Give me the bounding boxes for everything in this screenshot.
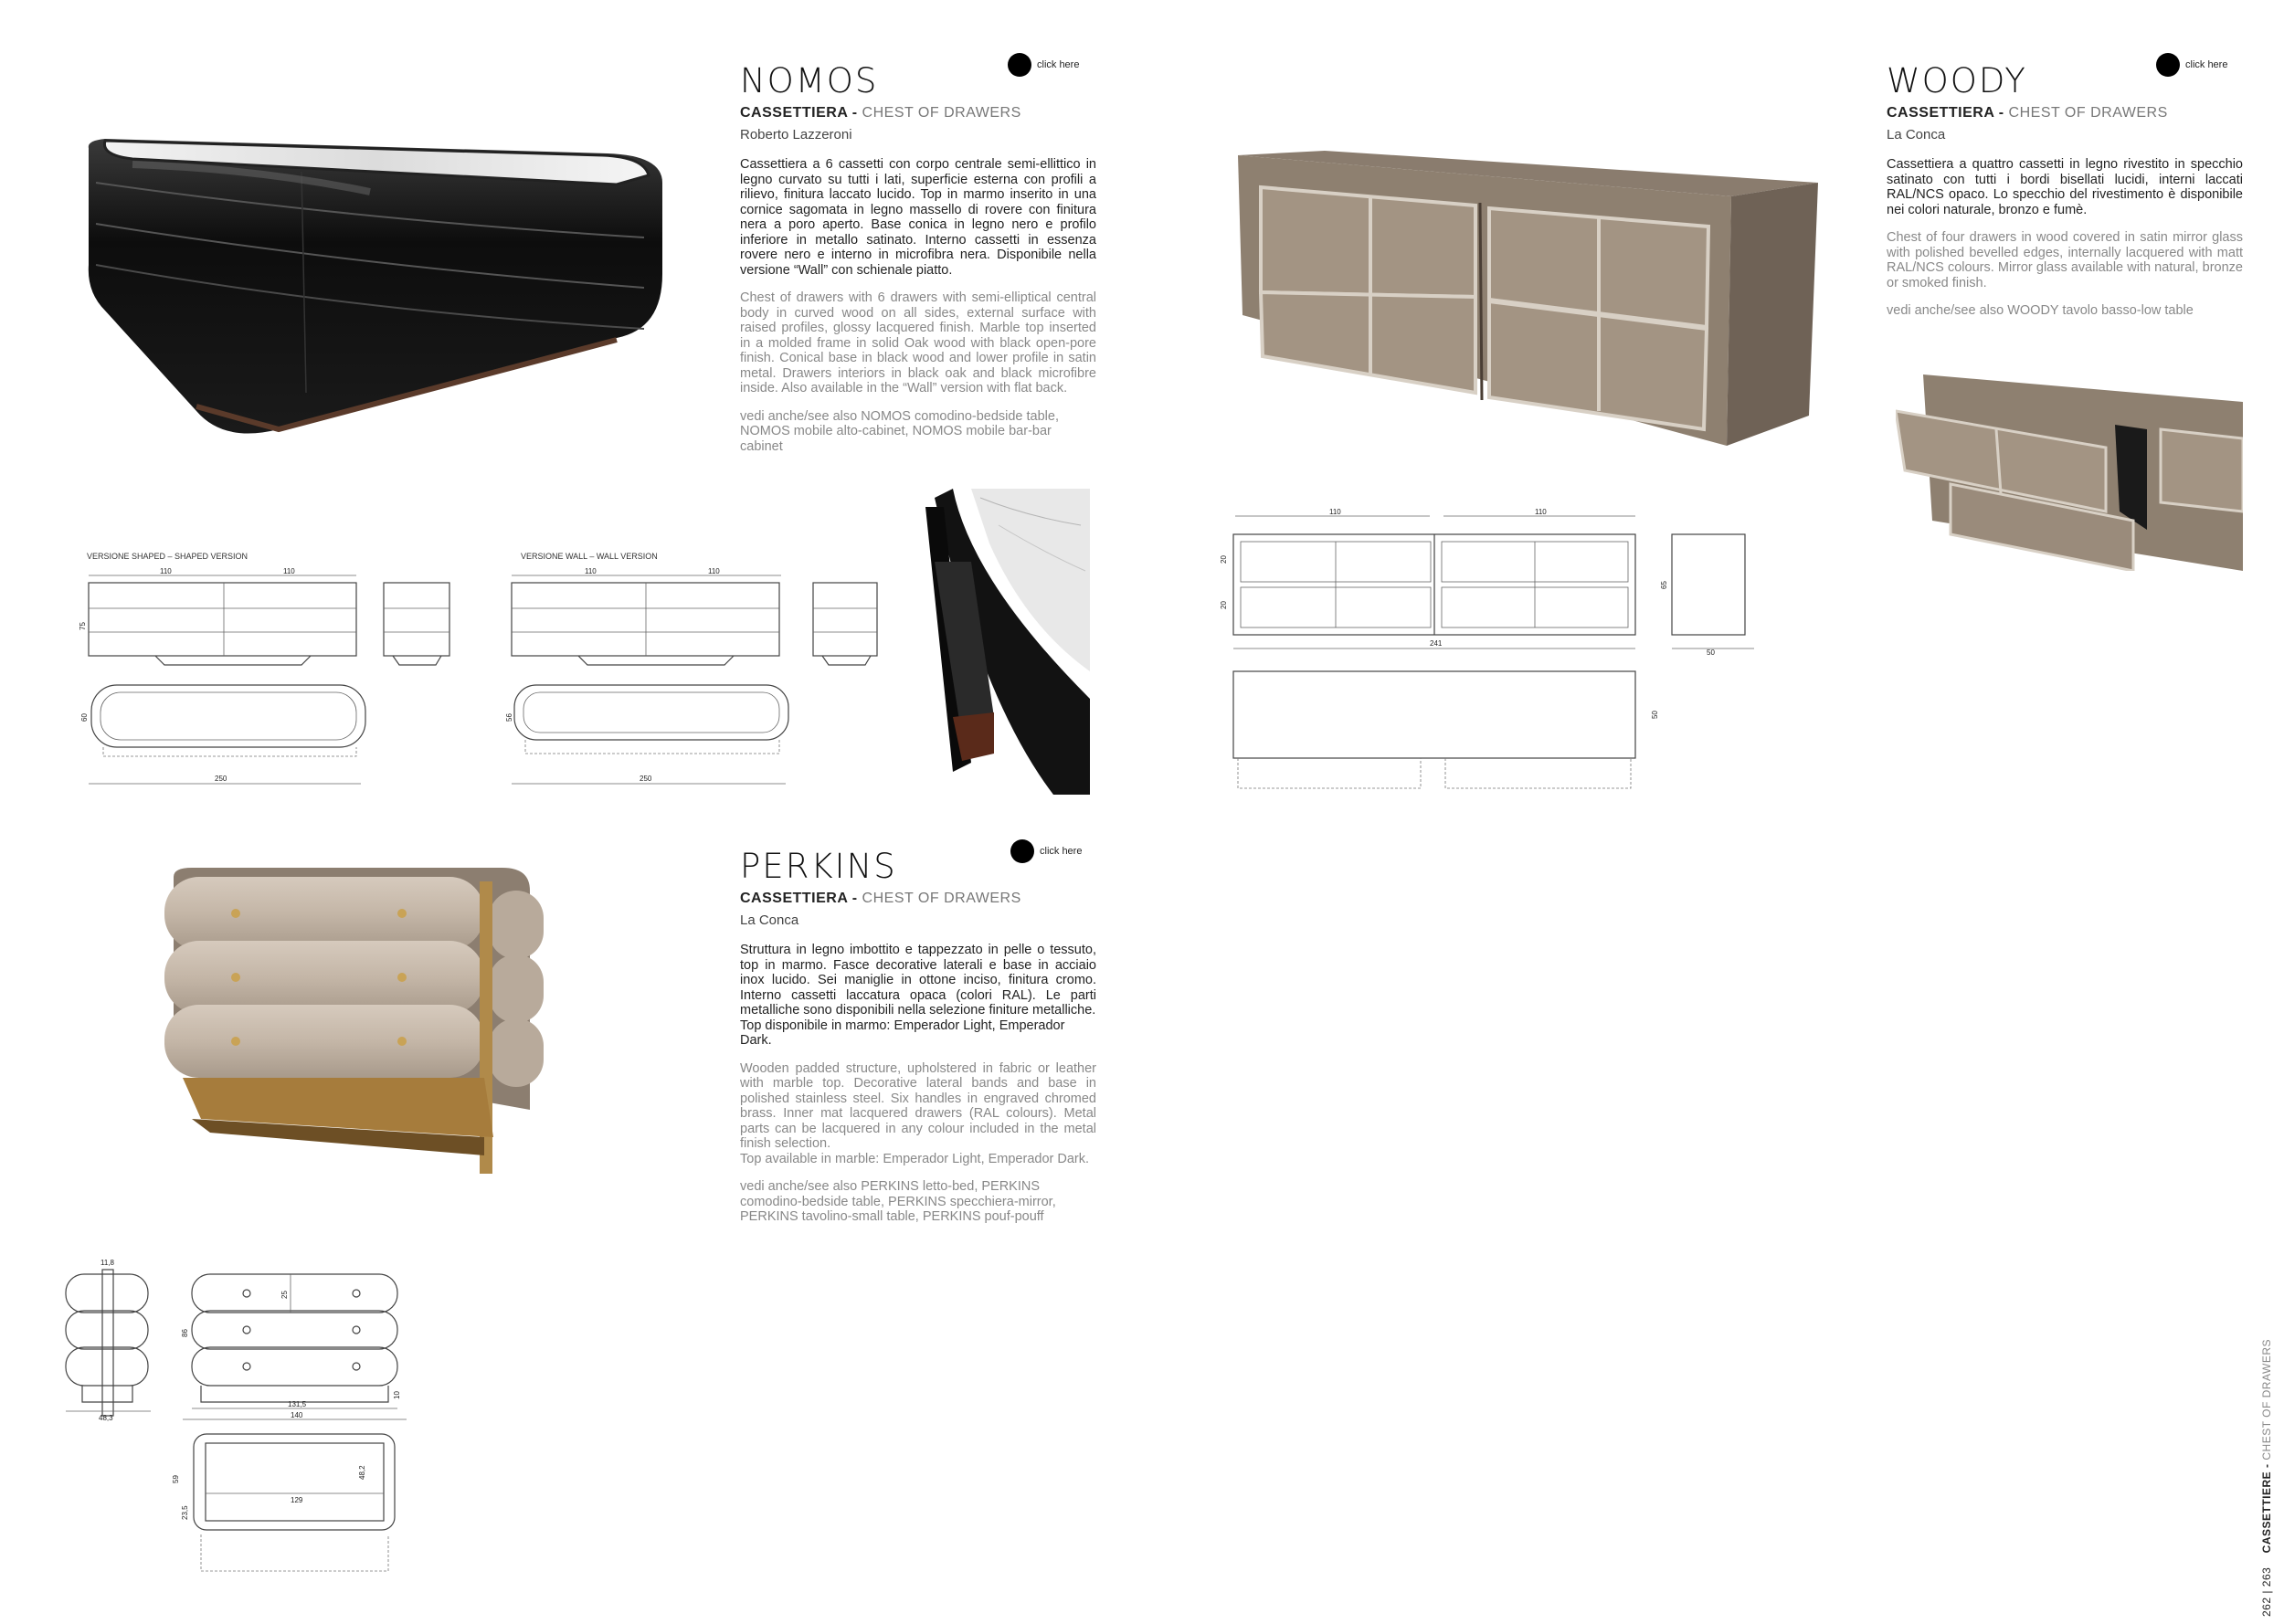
woody-dim-20-a: 20 [1220,555,1228,564]
nomos-dim-75: 75 [79,622,87,630]
nomos-technical-drawings [78,548,918,804]
woody-desc-en: Chest of four drawers in wood covered in satin mirror glass with polished bevelled edges, internally lacquered with matt RAL/NCS colours. Mirror glass available with natural, bronze or smoked finish. [1887,230,2243,290]
perkins-type-en: CHEST OF DRAWERS [862,891,1021,906]
perkins-section [740,849,1096,1238]
nomos-type-en: CHEST OF DRAWERS [862,105,1021,121]
woody-designer: La Conca [1887,127,1946,142]
woody-section [1887,61,2243,332]
woody-dim-20-b: 20 [1220,601,1228,609]
nomos-dim-56: 56 [505,713,513,722]
click-dot-icon [1008,53,1031,77]
nomos-title: NOMOS [740,61,879,100]
perkins-desc-it: Struttura in legno imbottito e tappezzato in pelle o tessuto, top in marmo. Fasce decorative laterali e base in acciaio inox lucido. Sei maniglie in ottone inciso, finitura cromo. Interno cassetti laccatura opaca (colori RAL). Le parti metalliche sono disponibili nella selezione finiture metalliche. [740,943,1096,1018]
woody-detail-photo [1896,374,2243,571]
click-dot-icon [2156,53,2180,77]
perkins-type-it: CASSETTIERA - [740,891,862,906]
nomos-dim-110-a: 110 [160,567,172,575]
woody-dim-50: 50 [1707,649,1715,657]
perkins-desc-en: Wooden padded structure, upholstered in fabric or leather with marble top. Decorative lateral bands and base in polished stainless steel. Six handles in engraved chromed brass. Inner mat lacquered drawers (RAL colours). Metal parts can be lacquered in any colour included in the metal finish selection. [740,1060,1096,1151]
nomos-photo [78,128,681,438]
perkins-dim-129: 129 [291,1496,303,1504]
nomos-dim-110-b: 110 [283,567,295,575]
perkins-dim-11-8: 11,8 [100,1259,114,1267]
nomos-detail-photo [916,489,1090,795]
perkins-dim-48-3: 48,3 [99,1414,113,1422]
nomos-dim-60: 60 [80,713,89,722]
nomos-version-wall-label: VERSIONE WALL – WALL VERSION [521,552,658,561]
woody-dim-241: 241 [1430,639,1443,648]
nomos-wall-dim-110-b: 110 [708,567,720,575]
woody-desc-it: Cassettiera a quattro cassetti in legno rivestito in specchio satinato con tutti i bordi bisellati lucidi, interni laccati RAL/NCS opaco. Lo specchio del rivestimento è disponibile nei colori naturale, bronzo e fumè. [1887,157,2243,217]
click-dot-icon [1010,839,1034,863]
perkins-technical-drawings [55,1251,439,1598]
nomos-designer: Roberto Lazzeroni [740,127,852,142]
woody-type-it: CASSETTIERA - [1887,105,2009,121]
perkins-dim-23-5: 23,5 [181,1505,189,1520]
perkins-see-also: vedi anche/see also PERKINS letto-bed, PERKINS comodino-bedside table, PERKINS specchiera-mirror, PERKINS tavolino-small table, PERKINS pouf-pouff [740,1179,1056,1224]
perkins-dim-140: 140 [291,1411,303,1419]
woody-dim-50-top: 50 [1651,711,1659,719]
woody-dim-110-a: 110 [1329,508,1341,516]
nomos-version-shaped-label: VERSIONE SHAPED – SHAPED VERSION [87,552,248,561]
nomos-section [740,61,1096,467]
page-numbers: 262 | 263 [2260,1566,2273,1617]
nomos-type-it: CASSETTIERA - [740,105,862,121]
nomos-wall-dim-110-a: 110 [585,567,597,575]
perkins-dim-131-5: 131,5 [288,1400,307,1408]
perkins-dim-10: 10 [393,1391,401,1399]
woody-dim-65: 65 [1660,581,1668,589]
click-label: click here [1040,846,1083,857]
perkins-photo [155,863,585,1192]
woody-click-here[interactable] [2156,53,2227,77]
nomos-see-also: vedi anche/see also NOMOS comodino-bedside table, NOMOS mobile alto-cabinet, NOMOS mobile bar-bar cabinet [740,408,1059,454]
nomos-desc-en: Chest of drawers with 6 drawers with semi-elliptical central body in curved wood on all sides, external surface with raised profiles, glossy lacquered finish. Marble top inserted in a molded frame in solid Oak wood with black open-pore finish. Conical base in black wood and lower profile in satin metal. Drawers interiors in black oak and black microfibre inside. Also available in the “Wall” version with flat back. [740,290,1096,395]
woody-dim-110-b: 110 [1535,508,1547,516]
perkins-dim-48-2: 48,2 [358,1465,366,1480]
perkins-dim-25: 25 [280,1291,289,1299]
nomos-click-here[interactable] [1008,53,1079,77]
woody-type [1887,105,2243,121]
nomos-dim-250: 250 [215,775,227,783]
woody-type-en: CHEST OF DRAWERS [2008,105,2168,121]
woody-photo [1233,146,1818,448]
perkins-desc-it-top: Top disponibile in marmo: Emperador Light, Emperador Dark. [740,1018,1065,1048]
woody-title: WOODY [1887,61,2027,100]
perkins-dim-86: 86 [181,1329,189,1337]
woody-see-also: vedi anche/see also WOODY tavolo basso-low table [1887,303,2194,318]
woody-technical-drawings [1206,507,1772,799]
footer-section-it: CASSETTIERE - [2260,1460,2273,1554]
perkins-dim-59: 59 [172,1475,180,1483]
page-footer [2260,1339,2273,1617]
perkins-click-here[interactable] [1010,839,1082,863]
nomos-desc-it: Cassettiera a 6 cassetti con corpo centrale semi-ellittico in legno curvato su tutti i lati, superficie esterna con profili a rilievo, finitura laccato lucido. Top in marmo inserito in una cornice sagomata in legno massello di rovere con finitura nera a poro aperto. Base conica in legno nero e profilo inferiore in metallo satinato. Interno cassetti in essenza rovere nero e interno in microfibra nera. Disponibile nella versione “Wall” con schienale piatto. [740,157,1096,278]
nomos-wall-dim-250: 250 [640,775,652,783]
perkins-desc-en-top: Top available in marble: Emperador Light, Emperador Dark. [740,1151,1090,1166]
perkins-designer: La Conca [740,912,799,928]
perkins-title: PERKINS [740,847,897,886]
click-label: click here [2185,59,2228,70]
perkins-type [740,891,1096,907]
footer-section-en: CHEST OF DRAWERS [2260,1338,2273,1461]
click-label: click here [1037,59,1080,70]
nomos-type [740,105,1096,121]
